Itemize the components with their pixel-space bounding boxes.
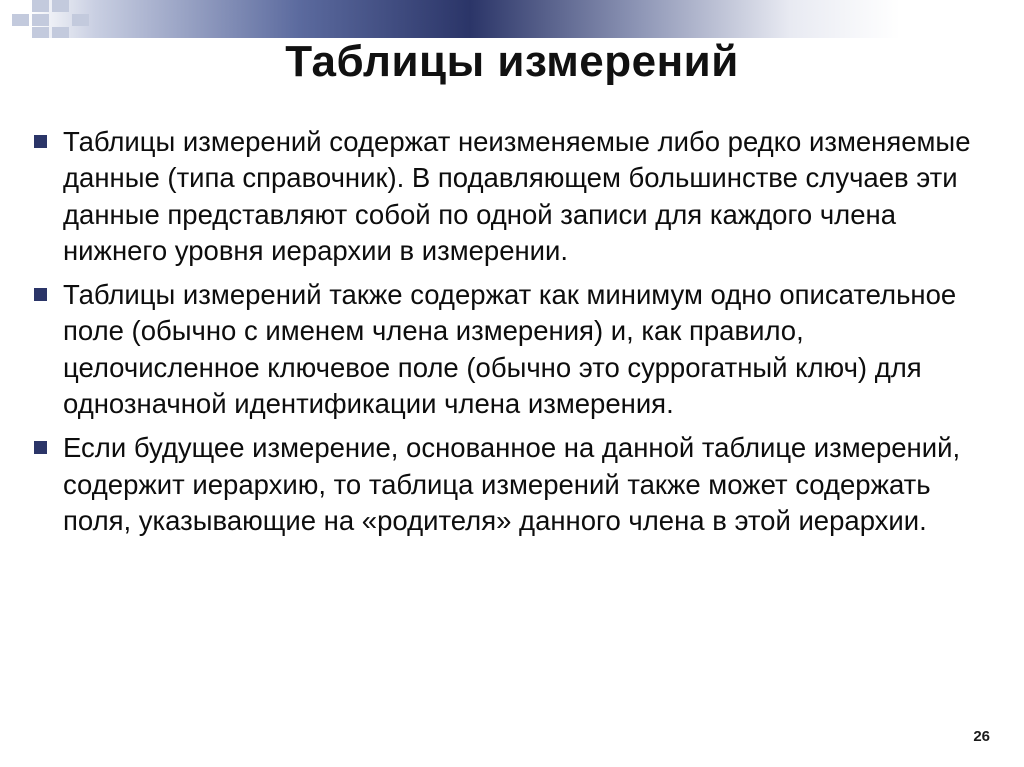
- slide-body: [26, 124, 1001, 547]
- decorative-squares-group: [0, 0, 140, 38]
- list-item-text: Таблицы измерений также содержат как минимум одно описательное поле (обычно с именем члена измерения) и, как правило, целочисленное ключевое поле (обычно это суррогатный ключ) для однозначной идентификации члена измерения.: [63, 279, 957, 420]
- square-bullet-icon: [34, 288, 47, 301]
- list-item-text: Таблицы измерений содержат неизменяемые либо редко изменяемые данные (типа справочник). В подавляющем большинстве случаев эти данные представляют собой по одной записи для каждого члена нижнего уровня иерархии в измерении.: [63, 126, 971, 266]
- decorative-square: [52, 0, 69, 12]
- decorative-square: [12, 14, 29, 26]
- decorative-square: [72, 14, 89, 26]
- header-gradient-band: [0, 0, 1024, 38]
- gradient-strip: [0, 0, 1024, 38]
- page-title: Таблицы измерений: [285, 37, 739, 86]
- square-bullet-icon: [34, 135, 47, 148]
- list-item: [26, 124, 1001, 269]
- decorative-square: [52, 27, 69, 38]
- list-item-text: Если будущее измерение, основанное на данной таблице измерений, содержит иерархию, то таблица измерений также может содержать поля, указывающие на «родителя» данного члена в этой иерархии.: [63, 432, 961, 536]
- list-item: [26, 430, 1001, 539]
- decorative-square: [32, 27, 49, 38]
- square-bullet-icon: [34, 441, 47, 454]
- decorative-square: [32, 0, 49, 12]
- list-item: [26, 277, 1001, 422]
- page-number: 26: [973, 728, 990, 745]
- decorative-square: [32, 14, 49, 26]
